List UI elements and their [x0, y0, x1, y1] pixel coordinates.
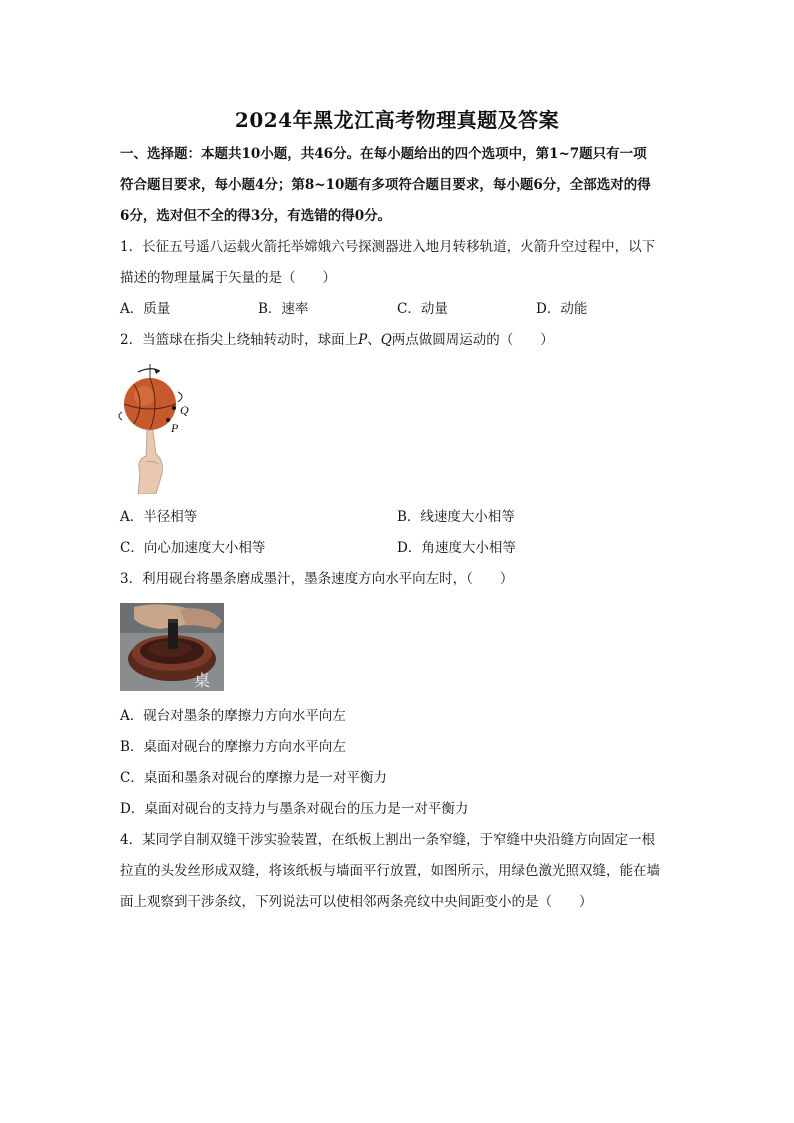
question-1-option-c: C．动量	[397, 301, 448, 317]
question-2-option-c: C．向心加速度大小相等	[120, 540, 266, 556]
section-instructions-line-1: 一、选择题：本题共10小题，共46分。在每小题给出的四个选项中，第1~7题只有一项	[120, 146, 647, 162]
section-instructions-line-3: 6分，选对但不全的得3分，有选错的得0分。	[120, 208, 392, 224]
hand-icon	[138, 430, 162, 494]
question-1-option-b: B．速率	[258, 301, 309, 317]
question-2-option-a: A．半径相等	[120, 509, 198, 525]
question-4-stem-line-1: 4．某同学自制双缝干涉实验装置，在纸板上割出一条窄缝，于窄缝中央沿缝方向固定一根	[120, 832, 656, 848]
basketball-on-finger-figure	[116, 362, 206, 494]
question-1-stem-line-2: 描述的物理量属于矢量的是（ ）	[120, 270, 336, 286]
table-label: 桌	[194, 671, 211, 690]
question-1-option-a: A．质量	[120, 301, 171, 317]
question-3-stem: 3．利用砚台将墨条磨成墨汁，墨条速度方向水平向左时，（ ）	[120, 571, 514, 587]
question-2-stem	[120, 330, 680, 350]
question-2-option-d: D．角速度大小相等	[397, 540, 516, 556]
point-q-label: Q	[180, 403, 189, 417]
question-3-option-a: A．砚台对墨条的摩擦力方向水平向左	[120, 708, 346, 724]
question-3-option-b: B．桌面对砚台的摩擦力方向水平向左	[120, 739, 346, 755]
inkstone-figure	[120, 603, 224, 691]
question-2-separator: 、	[367, 332, 381, 348]
question-2-stem-part-b: 两点做圆周运动的（ ）	[391, 332, 554, 348]
section-instructions-line-2: 符合题目要求，每小题4分；第8~10题有多项符合题目要求，每小题6分，全部选对的得	[120, 177, 651, 193]
question-1-option-d: D．动能	[536, 301, 588, 317]
question-2-option-b: B．线速度大小相等	[397, 509, 515, 525]
question-2-var-q: Q	[380, 332, 392, 348]
point-p-marker	[166, 418, 170, 422]
ink-stick-icon	[168, 619, 178, 649]
question-4-stem-line-3: 面上观察到干涉条纹，下列说法可以使相邻两条亮纹中央间距变小的是（ ）	[120, 894, 593, 910]
question-3-option-c: C．桌面和墨条对砚台的摩擦力是一对平衡力	[120, 770, 387, 786]
question-4-stem-line-2: 拉直的头发丝形成双缝，将该纸板与墙面平行放置，如图所示，用绿色激光照双缝，能在墙	[120, 863, 660, 879]
page-title: 2024年黑龙江高考物理真题及答案	[234, 108, 560, 132]
question-3-option-d: D．桌面对砚台的支持力与墨条对砚台的压力是一对平衡力	[120, 801, 469, 817]
rotation-arrow-head-icon	[154, 368, 160, 374]
point-q-marker	[172, 406, 176, 410]
question-2-var-p: P	[358, 332, 368, 348]
question-2-stem-part-a: 2．当篮球在指尖上绕轴转动时，球面上	[120, 332, 359, 348]
question-1-stem-line-1: 1．长征五号遥八运载火箭托举嫦娥六号探测器进入地月转移轨道，火箭升空过程中，以下	[120, 239, 656, 255]
point-p-label: P	[171, 421, 179, 435]
